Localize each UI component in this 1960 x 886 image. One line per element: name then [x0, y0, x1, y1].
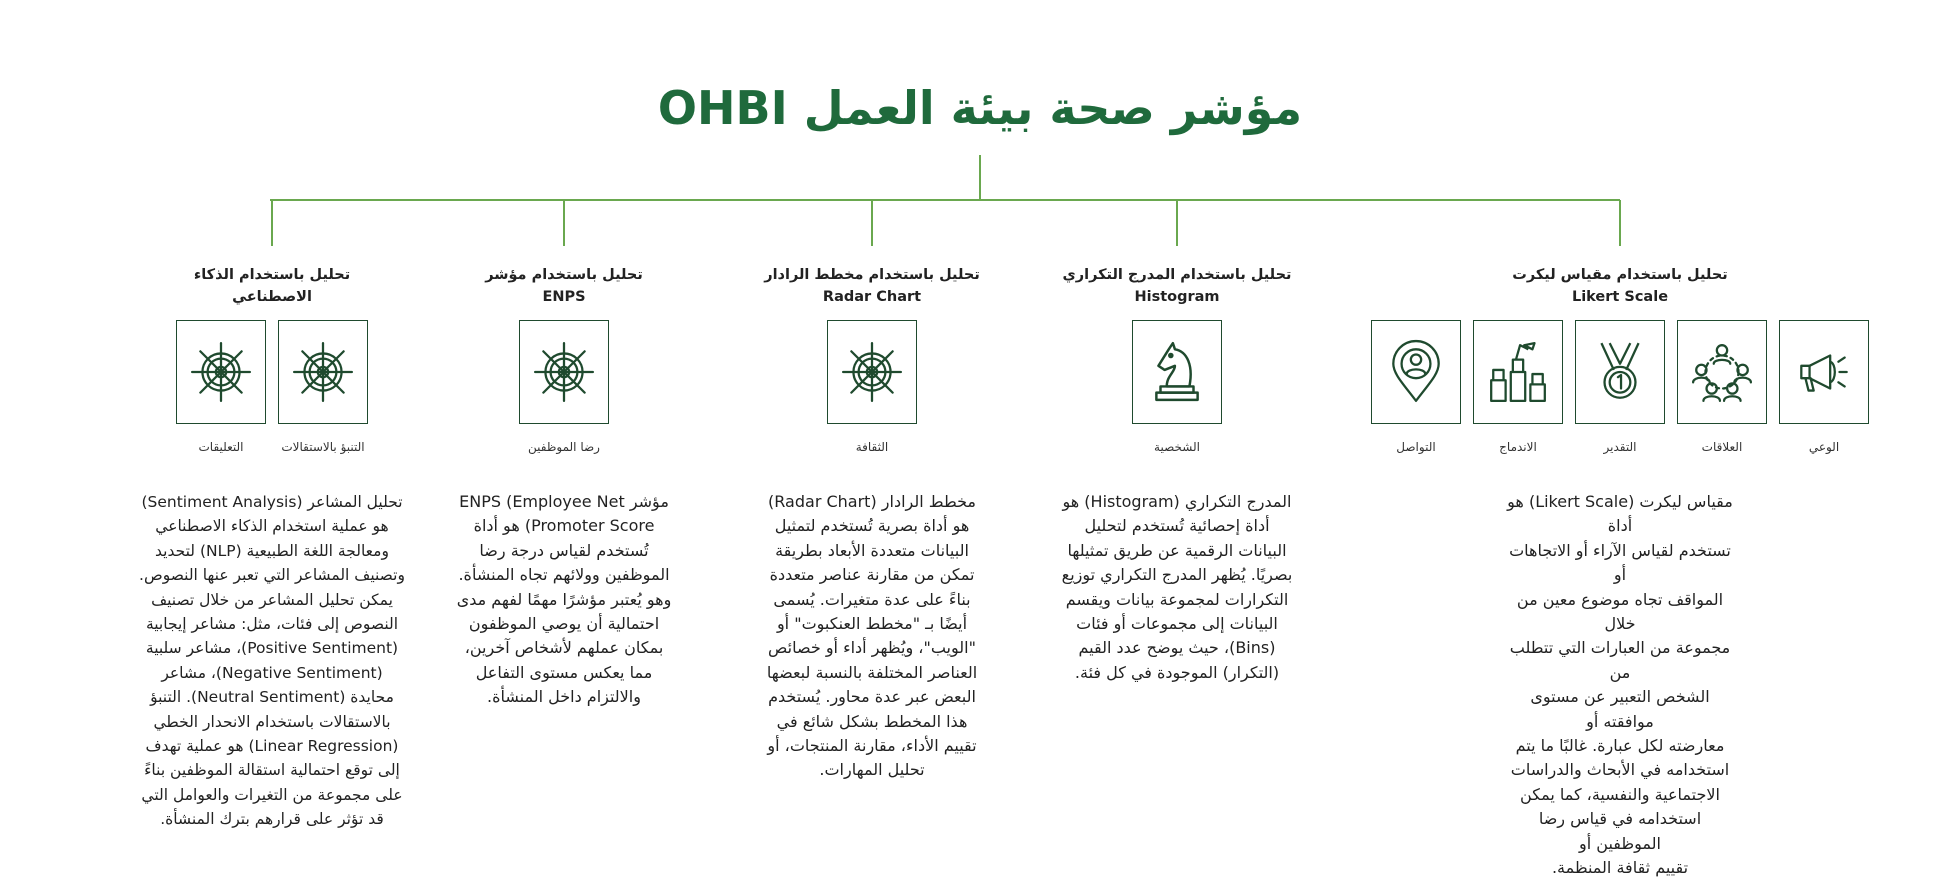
- column-histogram: [1057, 0, 1297, 886]
- heading-line: تحليل باستخدام مقياس ليكرت: [1512, 267, 1728, 283]
- icon-row: [122, 320, 422, 454]
- icon-card: [277, 320, 369, 454]
- heading-line: تحليل باستخدام الذكاء: [193, 267, 351, 283]
- heading-line: تحليل باستخدام المدرج التكراري: [1062, 267, 1292, 283]
- icon-label: رضا الموظفين: [528, 440, 600, 454]
- icon-card: [1574, 320, 1666, 454]
- heading-line: Radar Chart: [822, 289, 922, 305]
- icon-row: [1370, 320, 1870, 454]
- icon-label: التقدير: [1603, 440, 1637, 454]
- column-heading: [444, 264, 684, 308]
- icon-card: [1472, 320, 1564, 454]
- icon-card: [518, 320, 610, 454]
- column-description: تحليل المشاعر (Sentiment Analysis) هو عملية استخدام الذكاء الاصطناعي ومعالجة اللغة الطبيعية (NLP) لتحديد وتصنيف المشاعر التي تعبر عنها النصوص. يمكن تحليل المشاعر من خلال تصنيف النصوص إلى فئات، مثل: مشاعر إيجابية (Positive Sentiment)، مشاعر سلبية (Negative Sentiment)، مشاعر محايدة (Neutral Sentiment). التنبؤ بالاستقالات باستخدام الانحدار الخطي (Linear Regression) هو عملية تهدف إلى توقع احتمالية استقالة الموظفين بناءً على مجموعة من التغيرات والعوامل التي قد تؤثر على قرارهم بترك المنشأة.: [139, 493, 405, 829]
- icon-label: العلاقات: [1701, 440, 1743, 454]
- heading-line: الاصطناعي: [232, 289, 312, 305]
- icon-label: التعليقات: [198, 440, 244, 454]
- icon-label: الثقافة: [855, 440, 889, 454]
- column-radar: [752, 0, 992, 886]
- column-heading: [752, 264, 992, 308]
- icon-label: التواصل: [1396, 440, 1436, 454]
- ship-wheel-icon: [531, 339, 597, 405]
- icon-row: [1057, 320, 1297, 454]
- heading-line: Histogram: [1134, 289, 1220, 305]
- heading-line: Likert Scale: [1571, 289, 1669, 305]
- column-description: مخطط الرادار (Radar Chart) هو أداة بصرية تُستخدم لتمثيل البيانات متعددة الأبعاد بطريقة تمكن من مقارنة عناصر متعددة بناءً على عدة متغيرات. يُسمى أيضًا بـ "مخطط العنكبوت" أو "الويب"، ويُظهر أداء أو خصائص العناصر المختلفة بالنسبة لبعضها البعض عبر عدة محاور. يُستخدم هذا المخطط بشكل شائع في تقييم الأداء، مقارنة المنتجات، أو تحليل المهارات.: [766, 492, 978, 780]
- column-enps: [444, 0, 684, 886]
- icon-card: [1131, 320, 1223, 454]
- icon-card: [1370, 320, 1462, 454]
- medal-icon: [1587, 339, 1653, 405]
- megaphone-icon: [1791, 339, 1857, 405]
- icon-row: [444, 320, 684, 454]
- icon-card: [1778, 320, 1870, 454]
- icon-card: [175, 320, 267, 454]
- column-heading: [1370, 264, 1870, 308]
- column-heading: [1057, 264, 1297, 308]
- ship-wheel-icon: [839, 339, 905, 405]
- icon-card: [826, 320, 918, 454]
- heading-line: تحليل باستخدام مؤشر: [485, 267, 643, 283]
- icon-label: الاندماج: [1499, 440, 1537, 454]
- column-description: مؤشر ENPS (Employee Net Promoter Score) هو أداة تُستخدم لقياس درجة رضا الموظفين وولائهم تجاه المنشأة. وهو يُعتبر مؤشرًا مهمًا لفهم مدى احتمالية أن يوصي الموظفون بمكان عملهم لأشخاص آخرين، مما يعكس مستوى التفاعل والالتزام داخل المنشأة.: [456, 492, 672, 707]
- column-heading: [122, 264, 422, 308]
- icon-label: الشخصية: [1154, 440, 1200, 454]
- people-network-icon: [1689, 339, 1755, 405]
- chess-knight-icon: [1144, 339, 1210, 405]
- location-person-icon: [1383, 339, 1449, 405]
- icon-label: الوعي: [1808, 440, 1840, 454]
- ship-wheel-icon: [290, 339, 356, 405]
- column-description: المدرج التكراري (Histogram) هو أداة إحصائية تُستخدم لتحليل البيانات الرقمية عن طريق تمثيلها بصريًا. يُظهر المدرج التكراري توزيع التكرارات لمجموعة بيانات ويقسم البيانات إلى مجموعات أو فئات (Bins)، حيث يوضح عدد القيم (التكرار) الموجودة في كل فئة.: [1061, 492, 1293, 682]
- heading-line: تحليل باستخدام مخطط الرادار: [764, 267, 980, 283]
- heading-line: ENPS: [542, 289, 586, 305]
- raised-hands-icon: [1485, 339, 1551, 405]
- column-ai: [122, 0, 422, 886]
- column-description: مقياس ليكرت (Likert Scale) هو أداة تستخدم لقياس الآراء أو الاتجاهات أو المواقف تجاه موضوع معين من خلال مجموعة من العبارات التي تتطلب من الشخص التعبير عن مستوى موافقته أو معارضته لكل عبارة. غالبًا ما يتم استخدامه في الأبحاث والدراسات الاجتماعية والنفسية، كما يمكن استخدامه في قياس رضا الموظفين أو تقييم ثقافة المنظمة.: [1507, 492, 1733, 878]
- icon-label: التنبؤ بالاستقالات: [281, 440, 365, 454]
- icon-card: [1676, 320, 1768, 454]
- icon-row: [752, 320, 992, 454]
- ship-wheel-icon: [188, 339, 254, 405]
- page-title: مؤشر صحة بيئة العمل OHBI: [657, 81, 1303, 135]
- column-likert: [1370, 0, 1870, 886]
